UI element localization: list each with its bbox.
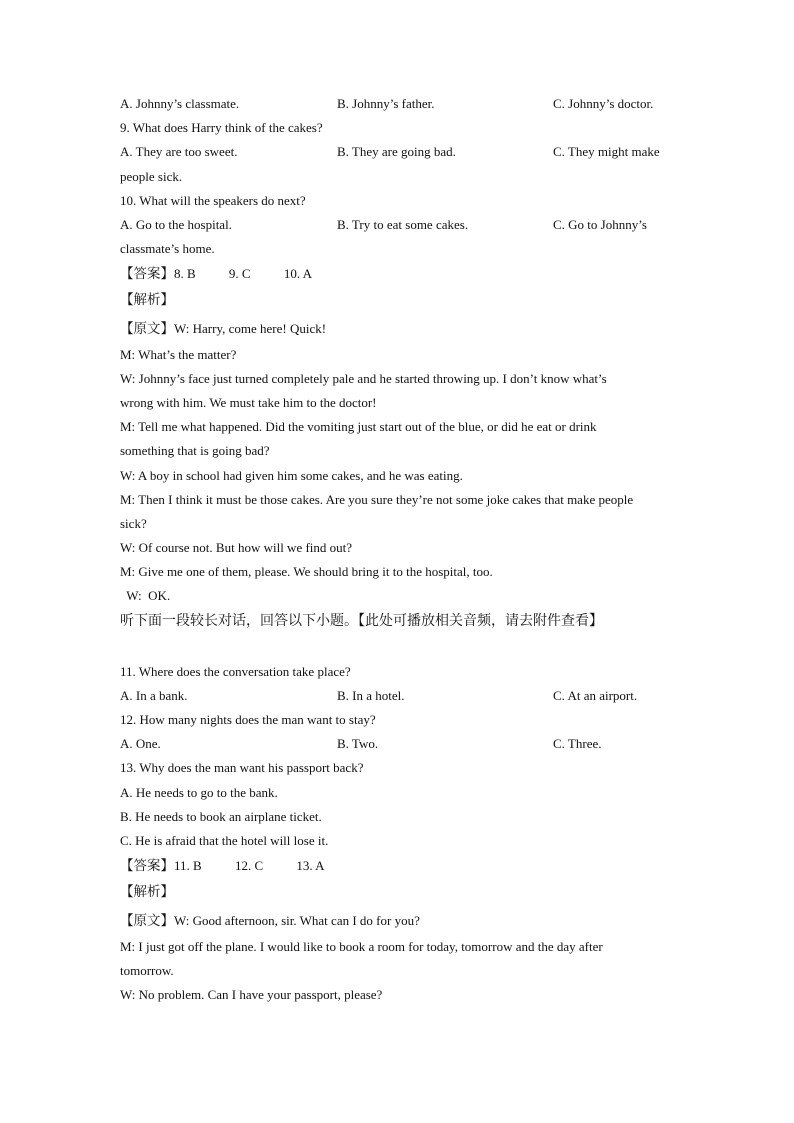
q10-question: 10. What will the speakers do next? bbox=[120, 193, 306, 208]
transcript-text: W: Good afternoon, sir. What can I do for you? bbox=[174, 913, 420, 928]
transcript-line: W: Of course not. But how will we find out? bbox=[120, 540, 353, 555]
answer-line-1 bbox=[120, 266, 312, 282]
analysis-label-1: 【解析】 bbox=[120, 292, 174, 308]
transcript-line: W: Johnny’s face just turned completely pale and he started throwing up. I don’t know what’s bbox=[120, 371, 607, 386]
q9-option-a: A. They are too sweet. bbox=[120, 144, 238, 159]
transcript-line-1 bbox=[120, 913, 420, 929]
q13-option-c: C. He is afraid that the hotel will lose it. bbox=[120, 833, 329, 848]
transcript-line: M: I just got off the plane. I would like to book a room for today, tomorrow and the day after bbox=[120, 939, 603, 954]
answer-label: 【答案】 bbox=[120, 858, 174, 874]
transcript-line: sick? bbox=[120, 516, 147, 531]
transcript-line: wrong with him. We must take him to the doctor! bbox=[120, 395, 377, 410]
analysis-label-2: 【解析】 bbox=[120, 884, 174, 900]
q9-option-c-continued: people sick. bbox=[120, 169, 183, 184]
transcript-label: 【原文】 bbox=[120, 913, 174, 929]
answer-9: 9. C bbox=[228, 266, 251, 281]
q13-option-b: B. He needs to book an airplane ticket. bbox=[120, 809, 322, 824]
q8-option-c: C. Johnny’s doctor. bbox=[553, 96, 654, 111]
q12-option-b: B. Two. bbox=[337, 736, 379, 751]
transcript-text: W: Harry, come here! Quick! bbox=[174, 321, 327, 336]
q9-option-c: C. They might make bbox=[553, 144, 660, 159]
answer-label: 【答案】 bbox=[120, 266, 174, 282]
q9-option-b: B. They are going bad. bbox=[337, 144, 456, 159]
answer-line-2 bbox=[120, 858, 325, 874]
q10-option-b: B. Try to eat some cakes. bbox=[337, 217, 469, 232]
q8-option-a: A. Johnny’s classmate. bbox=[120, 96, 240, 111]
q10-option-c-continued: classmate’s home. bbox=[120, 241, 215, 256]
answer-11: 11. B bbox=[174, 858, 202, 873]
transcript-line: W: A boy in school had given him some cakes, and he was eating. bbox=[120, 468, 463, 483]
q12-option-a: A. One. bbox=[120, 736, 161, 751]
transcript-line: tomorrow. bbox=[120, 963, 174, 978]
transcript-line: M: Tell me what happened. Did the vomiting just start out of the blue, or did he eat or drink bbox=[120, 419, 597, 434]
transcript-line: M: What’s the matter? bbox=[120, 347, 237, 362]
q10-option-a: A. Go to the hospital. bbox=[120, 217, 232, 232]
q11-option-a: A. In a bank. bbox=[120, 688, 188, 703]
answer-13: 13. A bbox=[296, 858, 325, 873]
q11-option-c: C. At an airport. bbox=[553, 688, 638, 703]
transcript-line: W: No problem. Can I have your passport, please? bbox=[120, 987, 383, 1002]
q11-question: 11. Where does the conversation take place? bbox=[120, 664, 351, 679]
q13-question: 13. Why does the man want his passport back? bbox=[120, 760, 364, 775]
q9-question: 9. What does Harry think of the cakes? bbox=[120, 120, 323, 135]
listening-instruction: 听下面一段较长对话，回答以下小题。【此处可播放相关音频，请去附件查看】 bbox=[120, 613, 603, 629]
q10-option-c: C. Go to Johnny’s bbox=[553, 217, 647, 232]
q13-option-a: A. He needs to go to the bank. bbox=[120, 785, 278, 800]
answer-10: 10. A bbox=[283, 266, 313, 281]
q12-option-c: C. Three. bbox=[553, 736, 602, 751]
transcript-line: M: Give me one of them, please. We should bring it to the hospital, too. bbox=[120, 564, 493, 579]
answer-8: 8. B bbox=[174, 266, 196, 281]
transcript-line: M: Then I think it must be those cakes. Are you sure they’re not some joke cakes that make people bbox=[120, 492, 634, 507]
transcript-label: 【原文】 bbox=[120, 321, 174, 337]
q8-option-b: B. Johnny’s father. bbox=[337, 96, 435, 111]
answer-12: 12. C bbox=[234, 858, 264, 873]
transcript-line-1 bbox=[120, 321, 326, 337]
transcript-line: something that is going bad? bbox=[120, 443, 270, 458]
transcript-line: W: OK. bbox=[120, 588, 171, 603]
q12-question: 12. How many nights does the man want to stay? bbox=[120, 712, 376, 727]
q11-option-b: B. In a hotel. bbox=[337, 688, 405, 703]
